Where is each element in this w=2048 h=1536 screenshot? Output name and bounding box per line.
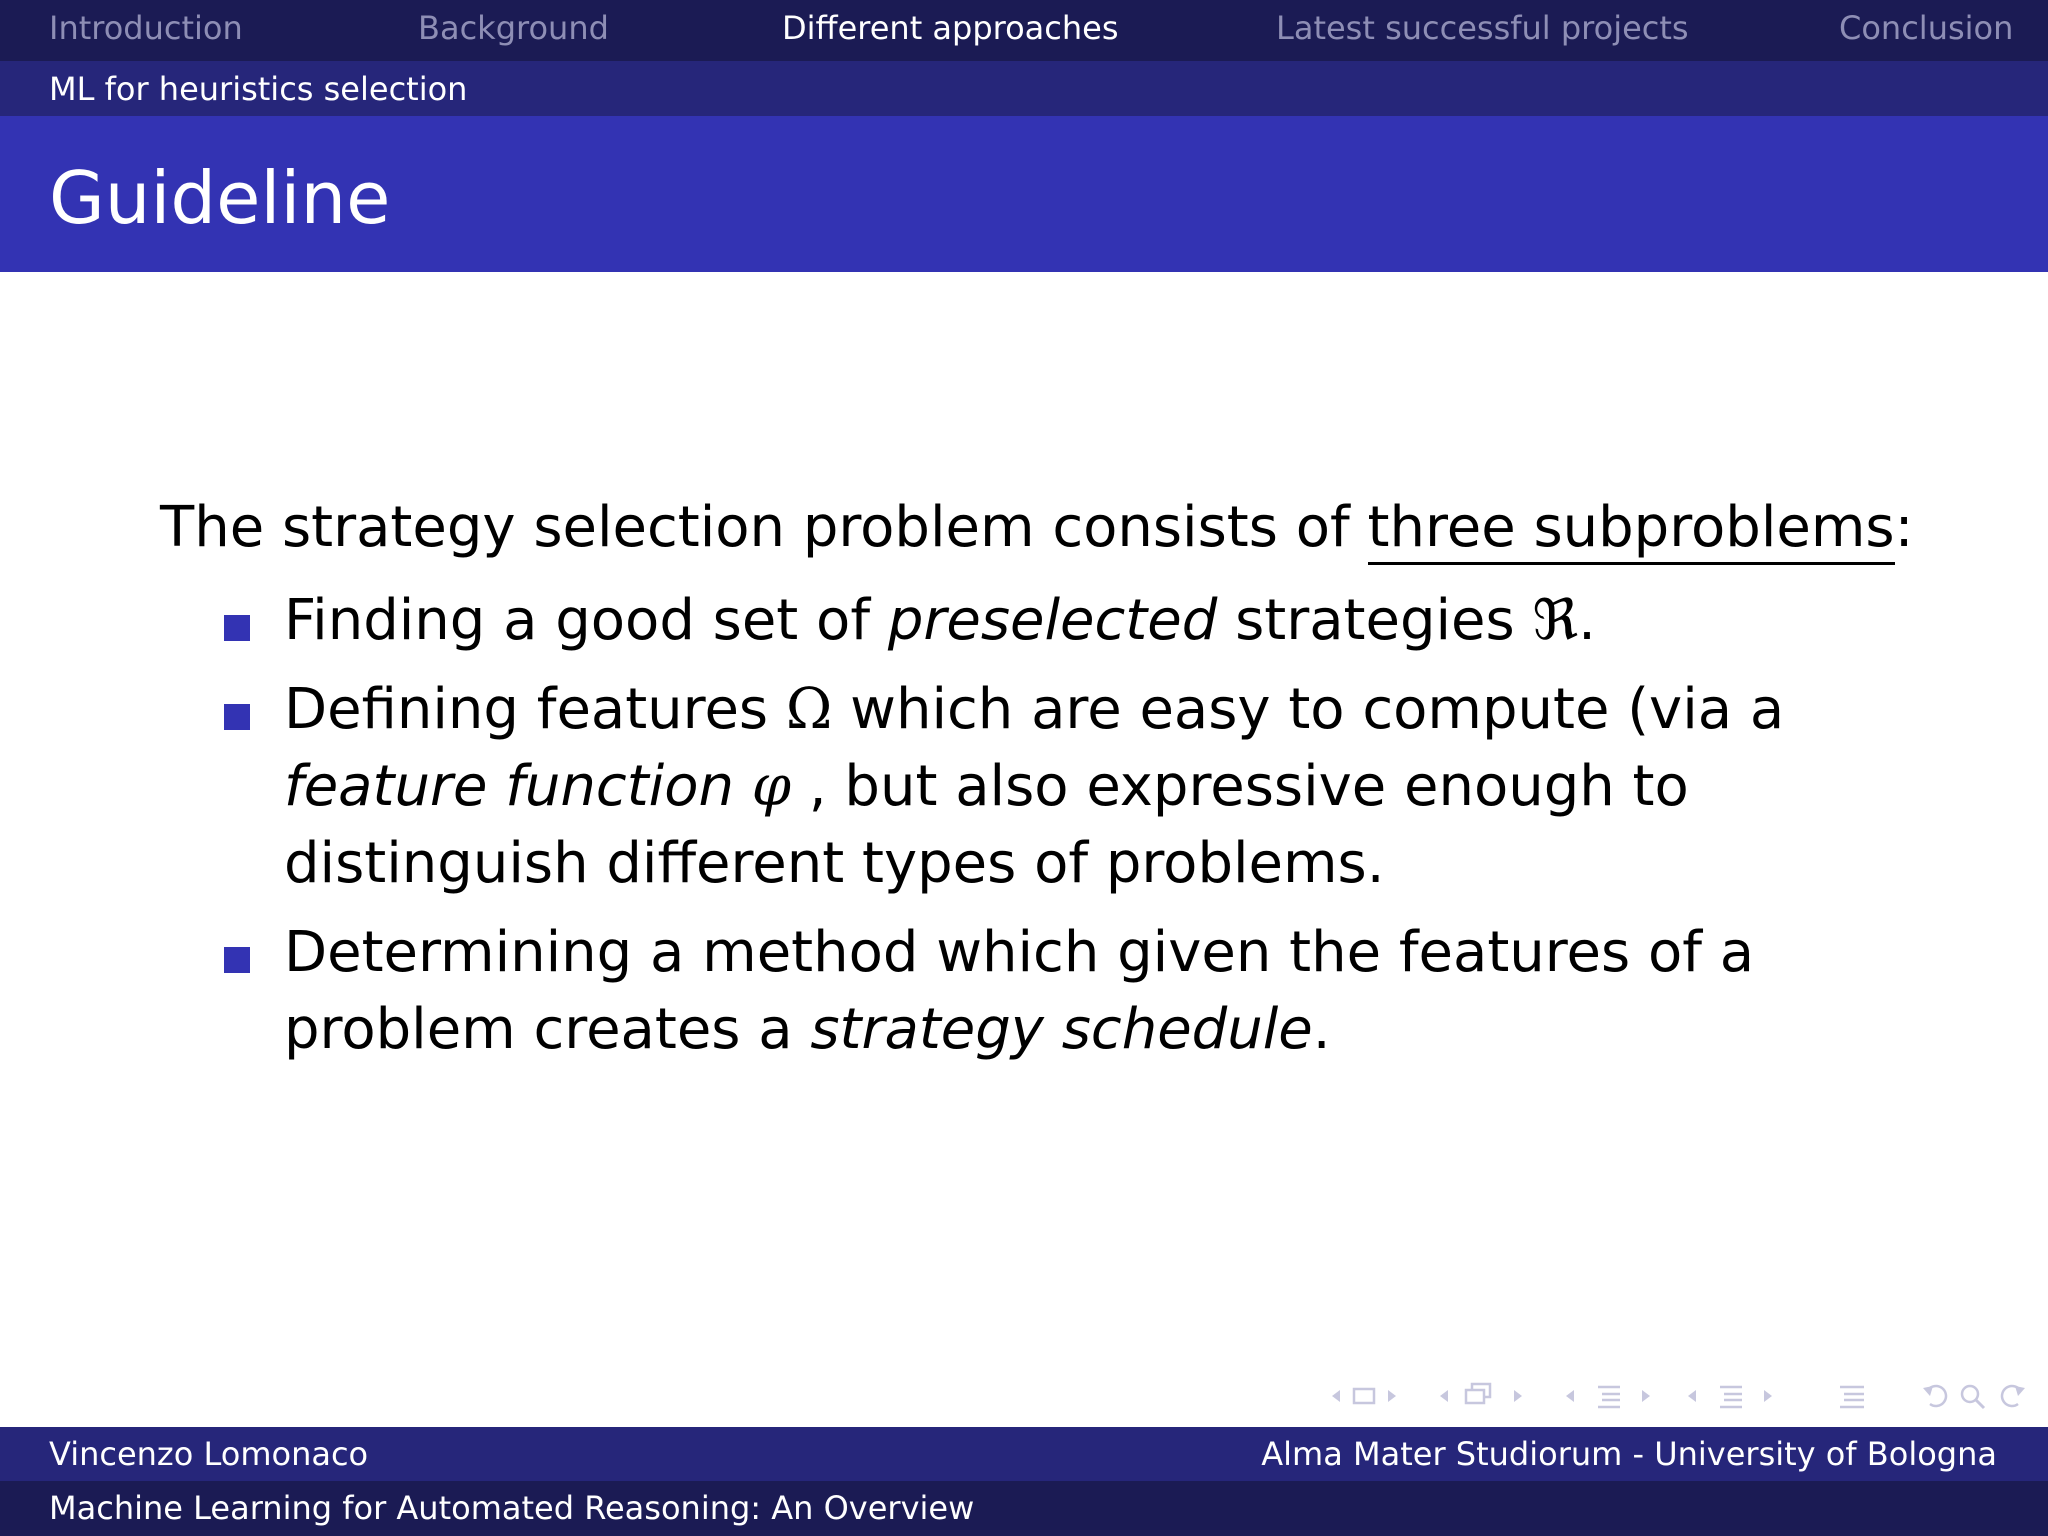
bullet-item xyxy=(160,914,1920,1068)
math-symbol-omega: Ω xyxy=(785,677,833,742)
forward-icon[interactable] xyxy=(2002,1386,2025,1406)
nav-prev-frame-icon[interactable] xyxy=(1332,1390,1340,1402)
nav-prev-document-icon[interactable] xyxy=(1688,1390,1696,1402)
bullet-item xyxy=(160,582,1920,659)
nav-document-group xyxy=(1680,1376,1780,1416)
bullet-text xyxy=(734,754,752,819)
intro-colon: : xyxy=(1894,495,1914,560)
frame-icon[interactable] xyxy=(1354,1389,1374,1403)
footer-author: Vincenzo Lomonaco xyxy=(49,1435,369,1473)
footer-author-bar xyxy=(0,1427,2048,1481)
nav-section-background[interactable]: Background xyxy=(418,9,609,47)
bullet-emphasis: strategy schedule xyxy=(810,997,1313,1062)
nav-section-latest-successful-projects[interactable]: Latest successful projects xyxy=(1276,9,1689,47)
bullet-text: . xyxy=(1578,588,1596,653)
nav-next-document-icon[interactable] xyxy=(1764,1390,1772,1402)
intro-underlined-text: three subproblems xyxy=(1368,495,1895,565)
nav-prev-subsection-icon[interactable] xyxy=(1440,1390,1448,1402)
nav-section-introduction[interactable]: Introduction xyxy=(49,9,243,47)
appendix-icon[interactable] xyxy=(1836,1376,1868,1416)
nav-section-group xyxy=(1558,1376,1658,1416)
bullet-emphasis: feature function xyxy=(284,754,734,819)
intro-text: The strategy selection problem consists of xyxy=(160,495,1368,560)
bullet-text: . xyxy=(1312,997,1331,1062)
nav-next-subsection-icon[interactable] xyxy=(1514,1390,1522,1402)
nav-tools-group xyxy=(1920,1376,2032,1416)
nav-section-different-approaches[interactable]: Different approaches xyxy=(782,9,1119,47)
bullet-emphasis: preselected xyxy=(887,588,1218,653)
frame-title: Guideline xyxy=(49,156,391,240)
nav-next-frame-icon[interactable] xyxy=(1388,1390,1396,1402)
nav-next-section-icon[interactable] xyxy=(1642,1390,1650,1402)
bullet-text: Finding a good set of xyxy=(284,588,888,653)
section-icon[interactable] xyxy=(1598,1387,1620,1407)
subsection-icon[interactable] xyxy=(1466,1384,1490,1403)
nav-prev-section-icon[interactable] xyxy=(1566,1390,1574,1402)
frame-title-bar xyxy=(0,116,2048,272)
subsection-bar xyxy=(0,61,2048,116)
slide-content xyxy=(160,488,1920,1080)
bullet-text: which are easy to compute (via a xyxy=(832,677,1785,742)
bullet-square-icon xyxy=(224,704,250,730)
bullet-text: strategies xyxy=(1217,588,1533,653)
bullet-text: , but also expressive enough to distinguish different types of problems. xyxy=(284,754,1689,896)
search-icon[interactable] xyxy=(1962,1386,1984,1408)
nav-section-conclusion[interactable]: Conclusion xyxy=(1839,9,2014,47)
math-symbol-phi: φ xyxy=(751,754,791,819)
footer-institute: Alma Mater Studiorum - University of Bologna xyxy=(1261,1435,1997,1473)
bullet-square-icon xyxy=(224,947,250,973)
footer-talk-title: Machine Learning for Automated Reasoning: An Overview xyxy=(49,1489,975,1527)
nav-frame-group xyxy=(1316,1376,1412,1416)
bullet-text: Defining features xyxy=(284,677,786,742)
bullet-text: Determining a method which given the features of a problem creates a xyxy=(284,920,1755,1062)
intro-sentence xyxy=(160,488,1920,568)
document-icon[interactable] xyxy=(1720,1387,1742,1407)
section-navigation-bar xyxy=(0,0,2048,61)
footer-title-bar xyxy=(0,1481,2048,1536)
subsection-title[interactable]: ML for heuristics selection xyxy=(49,70,468,108)
bullet-item xyxy=(160,671,1920,902)
nav-subsection-group xyxy=(1436,1376,1536,1416)
bullet-list xyxy=(160,582,1920,1068)
math-symbol-fraktur-r: ℜ xyxy=(1532,588,1579,653)
back-icon[interactable] xyxy=(1923,1386,1946,1406)
bullet-square-icon xyxy=(224,615,250,641)
